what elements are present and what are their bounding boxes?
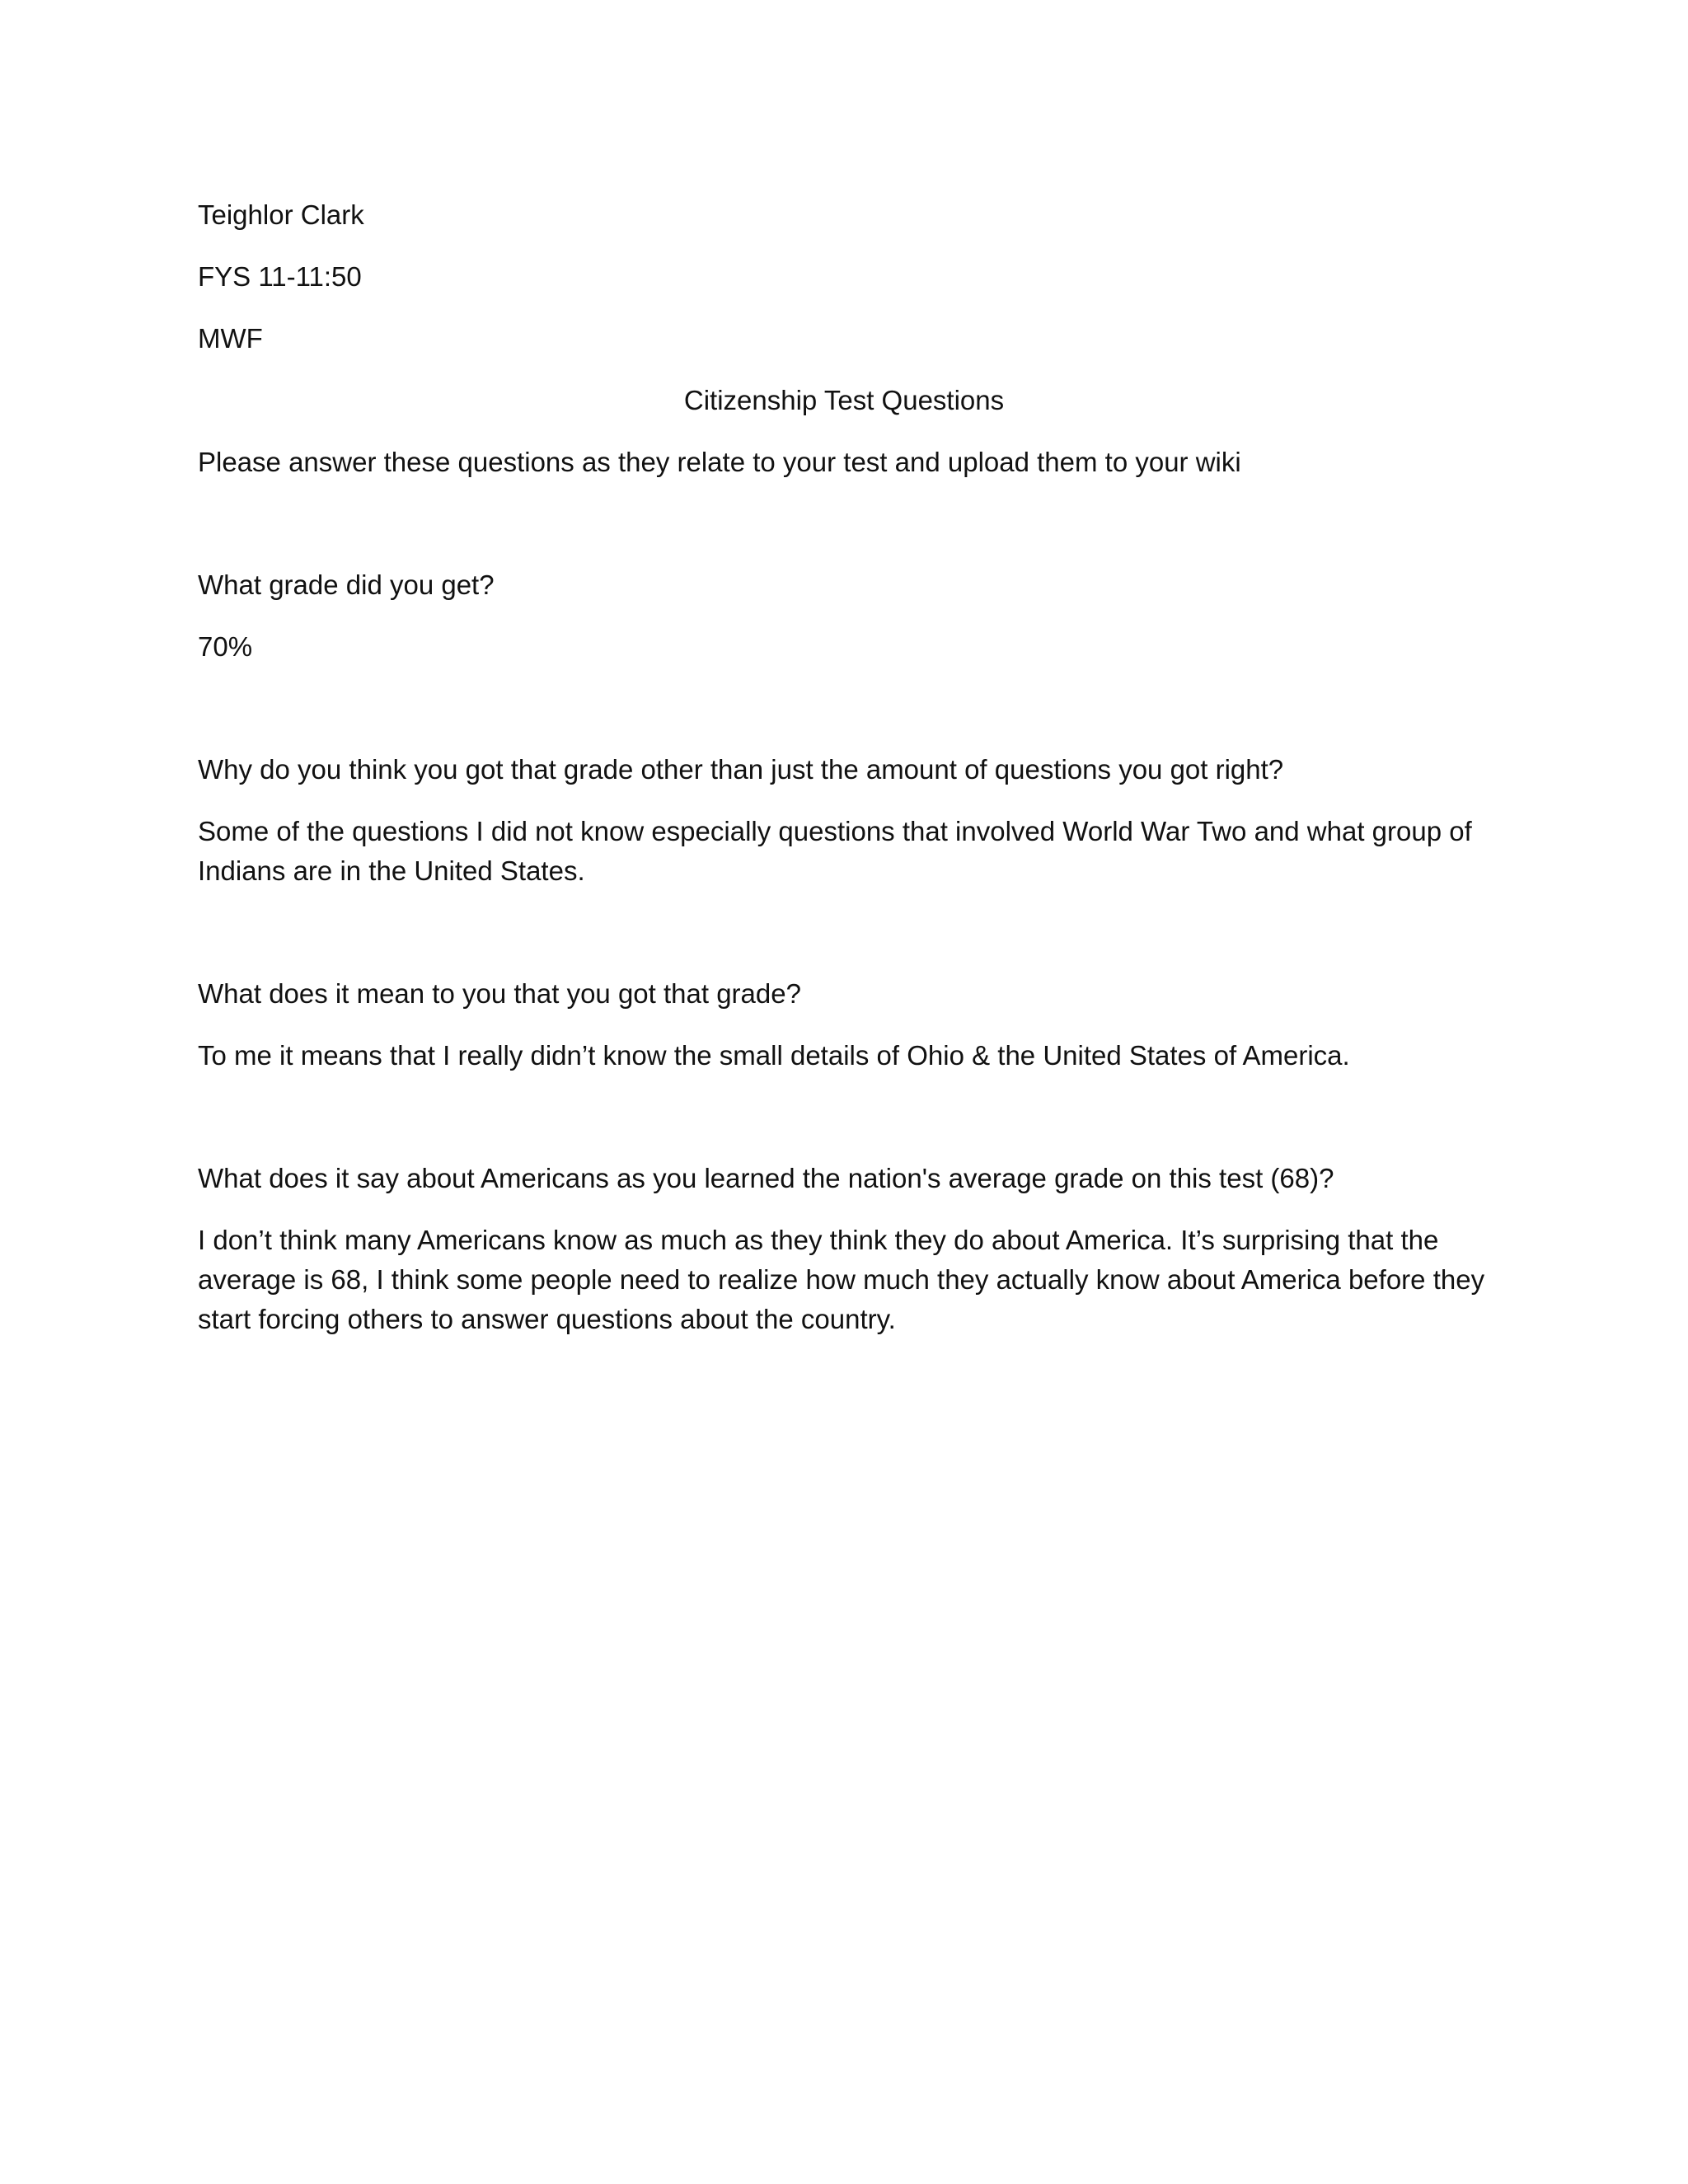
document-title: Citizenship Test Questions bbox=[683, 385, 1005, 415]
question-4: What does it say about Americans as you learned the nation's average grade on this test (68)? bbox=[198, 1163, 1334, 1193]
answer-3: To me it means that I really didn’t know the small details of Ohio & the United States of America. bbox=[198, 1040, 1350, 1071]
instructions: Please answer these questions as they relate to your test and upload them to your wiki bbox=[198, 447, 1241, 477]
answer-4: I don’t think many Americans know as much as they think they do about America. It’s surprising that the average is 68, I think some people need to realize how much they actually know about America before they start forcing others to answer questions about the country. bbox=[198, 1225, 1485, 1334]
answer-1: 70% bbox=[198, 631, 253, 662]
question-1: What grade did you get? bbox=[198, 569, 495, 600]
answer-2: Some of the questions I did not know especially questions that involved World War Two and what group of Indians are in the United States. bbox=[198, 816, 1472, 886]
student-name: Teighlor Clark bbox=[198, 199, 364, 230]
class-days: MWF bbox=[198, 323, 263, 354]
course-time: FYS 11-11:50 bbox=[198, 261, 362, 292]
question-3: What does it mean to you that you got that grade? bbox=[198, 978, 801, 1009]
question-2: Why do you think you got that grade other than just the amount of questions you got right? bbox=[198, 754, 1284, 785]
